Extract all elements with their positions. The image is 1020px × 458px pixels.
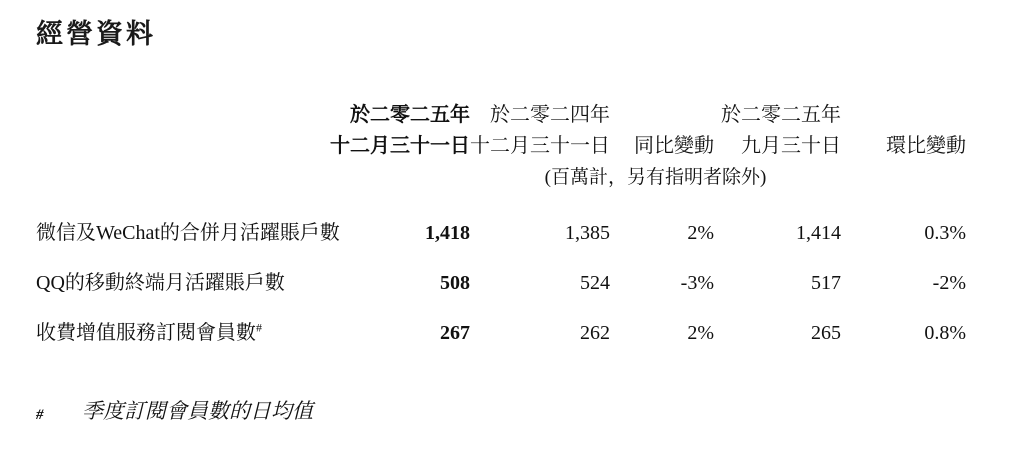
table-row-vas-subscriptions: [36, 297, 966, 347]
header-spacer-cell: [841, 100, 966, 131]
value-yoy-change: 2%: [687, 222, 714, 244]
header-dec2024-date: 十二月三十一日: [470, 135, 610, 157]
metric-label-text: QQ的移動終端月活躍賬戶數: [36, 272, 285, 294]
header-row-year: [36, 100, 966, 131]
header-sep2025-year: 於二零二五年: [721, 104, 841, 126]
footnote-text: 季度訂閱會員數的日均值: [82, 399, 313, 423]
value-dec2025: 267: [440, 322, 470, 344]
header-spacer-cell: [610, 100, 714, 131]
value-dec2024: 262: [580, 322, 610, 344]
value-dec2025: 508: [440, 272, 470, 294]
value-sep2025: 517: [811, 272, 841, 294]
table-row-qq-mau: [36, 247, 966, 297]
value-dec2025: 1,418: [425, 222, 470, 244]
header-dec2025-year: 於二零二五年: [350, 104, 470, 126]
value-dec2024: 524: [580, 272, 610, 294]
header-dec2024-year: 於二零二四年: [490, 104, 610, 126]
unit-note: (百萬計，另有指明者除外): [544, 167, 767, 188]
header-sep2025-date: 九月三十日: [741, 135, 841, 157]
header-yoy-change: 同比變動: [634, 135, 714, 157]
metric-label-text: 收費增值服務訂閱會員數: [36, 322, 256, 344]
header-dec2025-date: 十二月三十一日: [330, 135, 470, 157]
value-yoy-change: 2%: [687, 322, 714, 344]
metric-label: [36, 197, 340, 247]
value-sep2025: 265: [811, 322, 841, 344]
header-spacer-cell: [36, 131, 330, 162]
header-spacer-cell: [36, 162, 330, 197]
metric-label: [36, 247, 330, 297]
header-qoq-change: 環比變動: [886, 135, 966, 157]
table-row-wechat-mau: [36, 197, 966, 247]
metric-label-text: 微信及WeChat的合併月活躍賬戶數: [36, 222, 340, 244]
footnote-marker: #: [36, 407, 44, 423]
page-title: 經營資料: [36, 19, 156, 49]
value-sep2025: 1,414: [796, 222, 841, 244]
header-spacer-cell: [36, 100, 330, 131]
operating-data-table: [36, 100, 966, 347]
value-qoq-change: -2%: [932, 272, 966, 294]
header-spacer-cell: [330, 162, 470, 197]
header-row-date: [36, 131, 966, 162]
value-qoq-change: 0.8%: [924, 322, 966, 344]
value-qoq-change: 0.3%: [924, 222, 966, 244]
metric-label: [36, 297, 330, 347]
value-dec2024: 1,385: [565, 222, 610, 244]
header-spacer-cell: [841, 162, 966, 197]
table-header: [36, 100, 966, 197]
footnote-ref: #: [256, 320, 262, 335]
table-body: [36, 197, 966, 347]
value-yoy-change: -3%: [680, 272, 714, 294]
footnote: [36, 398, 1020, 429]
header-row-unit-note: [36, 162, 966, 197]
